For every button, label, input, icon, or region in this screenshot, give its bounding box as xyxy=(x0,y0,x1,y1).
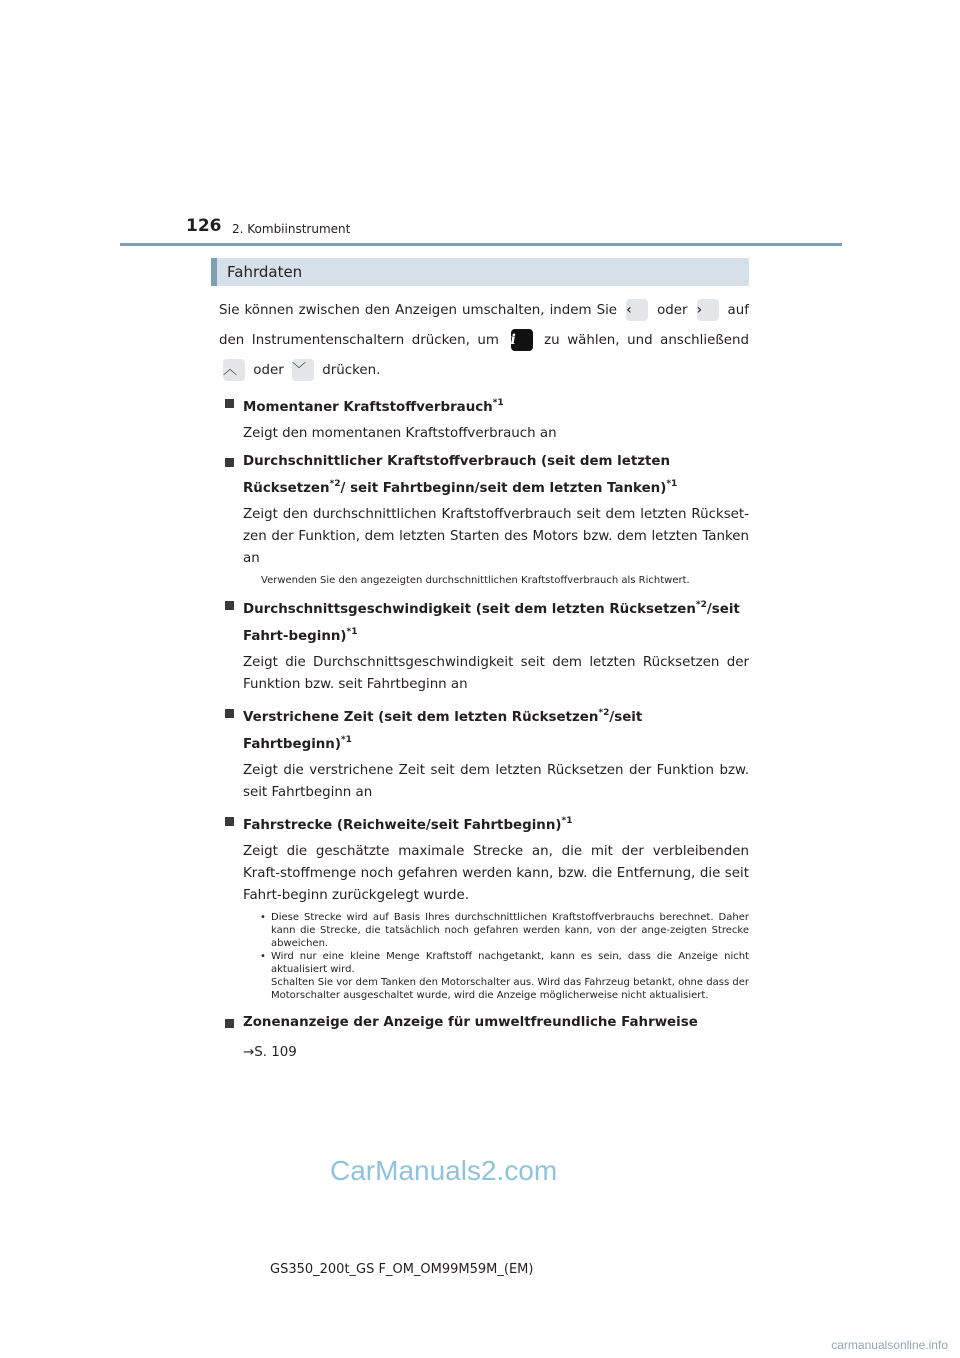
square-bullet-icon xyxy=(225,458,234,467)
item-elapsed-time xyxy=(219,702,749,804)
chapter-title: 2. Kombiinstrument xyxy=(232,222,351,236)
content xyxy=(219,296,749,1064)
footer-code: GS350_200t_GS F_OM_OM99M59M_(EM) xyxy=(270,1262,534,1277)
intro-text-2: oder xyxy=(657,303,688,318)
chevron-down-icon: ﹀ xyxy=(292,359,314,381)
item-body: Zeigt die Durchschnittsgeschwindigkeit seit dem letzten Rücksetzen der Funktion bzw. seit Fahrtbeginn an xyxy=(243,655,749,692)
site-watermark: carmanualsonline.info xyxy=(831,1338,948,1352)
info-icon: i xyxy=(511,329,533,351)
watermark: CarManuals2.com xyxy=(330,1155,558,1186)
item-body: Zeigt den momentanen Kraftstoffverbrauch an xyxy=(243,426,557,441)
item-heading: Durchschnittlicher Kraftstoffverbrauch (seit dem letzten Rücksetzen$^{*2}$/ seit Fahrtbeginn/seit dem letzten Tanken)$^{*1}$ xyxy=(219,451,749,500)
item-bullet: • Wird nur eine kleine Menge Kraftstoff nachgetankt, kann es sein, dass die Anzeige nicht aktualisiert wird. xyxy=(260,951,749,975)
section-header xyxy=(211,258,749,286)
header-rule xyxy=(120,243,842,246)
item-eco-zone xyxy=(219,1012,749,1064)
item-body: Zeigt die verstrichene Zeit seit dem letzten Rücksetzen der Funktion bzw. seit Fahrtbeginn an xyxy=(243,763,749,800)
chevron-right-icon: › xyxy=(697,299,719,321)
item-distance xyxy=(219,810,749,1002)
item-heading: Zonenanzeige der Anzeige für umweltfreundliche Fahrweise xyxy=(219,1012,749,1034)
square-bullet-icon xyxy=(225,817,234,826)
square-bullet-icon xyxy=(225,709,234,718)
square-bullet-icon xyxy=(225,1019,234,1028)
item-average-speed xyxy=(219,594,749,696)
item-note: Verwenden Sie den angezeigten durchschnittlichen Kraftstoffverbrauch als Richtwert. xyxy=(261,575,690,586)
item-heading: Momentaner Kraftstoffverbrauch$^{*1}$ xyxy=(219,392,749,419)
item-momentary-consumption xyxy=(219,392,749,445)
intro-text-3: auf den Instrumentenschaltern drücken, um xyxy=(219,303,749,348)
item-bullet-cont: Schalten Sie vor dem Tanken den Motorschalter aus. Wird das Fahrzeug betankt, ohne dass der Motorschalter ausgeschaltet wurde, wird die Anzeige möglicherweise nicht aktualisiert. xyxy=(271,977,749,1001)
item-body: Zeigt den durchschnittlichen Kraftstoffverbrauch seit dem letzten Rückset-zen der Funktion, dem letzten Starten des Motors bzw. dem letzten Tanken an xyxy=(243,507,749,566)
intro-text-4: zu wählen, und anschließend xyxy=(544,333,750,348)
item-average-consumption xyxy=(219,451,749,588)
intro-text-5: oder xyxy=(253,363,284,378)
square-bullet-icon xyxy=(225,601,234,610)
intro-paragraph xyxy=(219,296,749,386)
item-heading: Durchschnittsgeschwindigkeit (seit dem letzten Rücksetzen$^{*2}$/seit Fahrt-beginn)$^{*1}$ xyxy=(219,594,749,648)
item-heading: Fahrstrecke (Reichweite/seit Fahrtbeginn)$^{*1}$ xyxy=(219,810,749,837)
item-body: Zeigt die geschätzte maximale Strecke an, die mit der verbleibenden Kraft-stoffmenge noch gefahren werden kann, bzw. die Entfernung, die seit Fahrt-beginn zurückgelegt wurde. xyxy=(243,844,749,903)
item-heading: Verstrichene Zeit (seit dem letzten Rücksetzen$^{*2}$/seit Fahrtbeginn)$^{*1}$ xyxy=(219,702,749,756)
page-number: 126 xyxy=(186,216,222,236)
chevron-left-icon: ‹ xyxy=(626,299,648,321)
chevron-up-icon: ︿ xyxy=(223,359,245,381)
page-reference-link[interactable]: →S. 109 xyxy=(243,1045,297,1060)
square-bullet-icon xyxy=(225,399,234,408)
intro-text-1: Sie können zwischen den Anzeigen umschalten, indem Sie xyxy=(219,303,618,318)
item-bullet: • Diese Strecke wird auf Basis Ihres durchschnittlichen Kraftstoffverbrauchs berechnet. Daher kann die Strecke, die tatsächlich noch gefahren werden kann, von der ange-zeigten Strecke abweichen. xyxy=(260,912,749,949)
section-title: Fahrdaten xyxy=(227,263,303,281)
intro-text-6: drücken. xyxy=(322,363,381,378)
